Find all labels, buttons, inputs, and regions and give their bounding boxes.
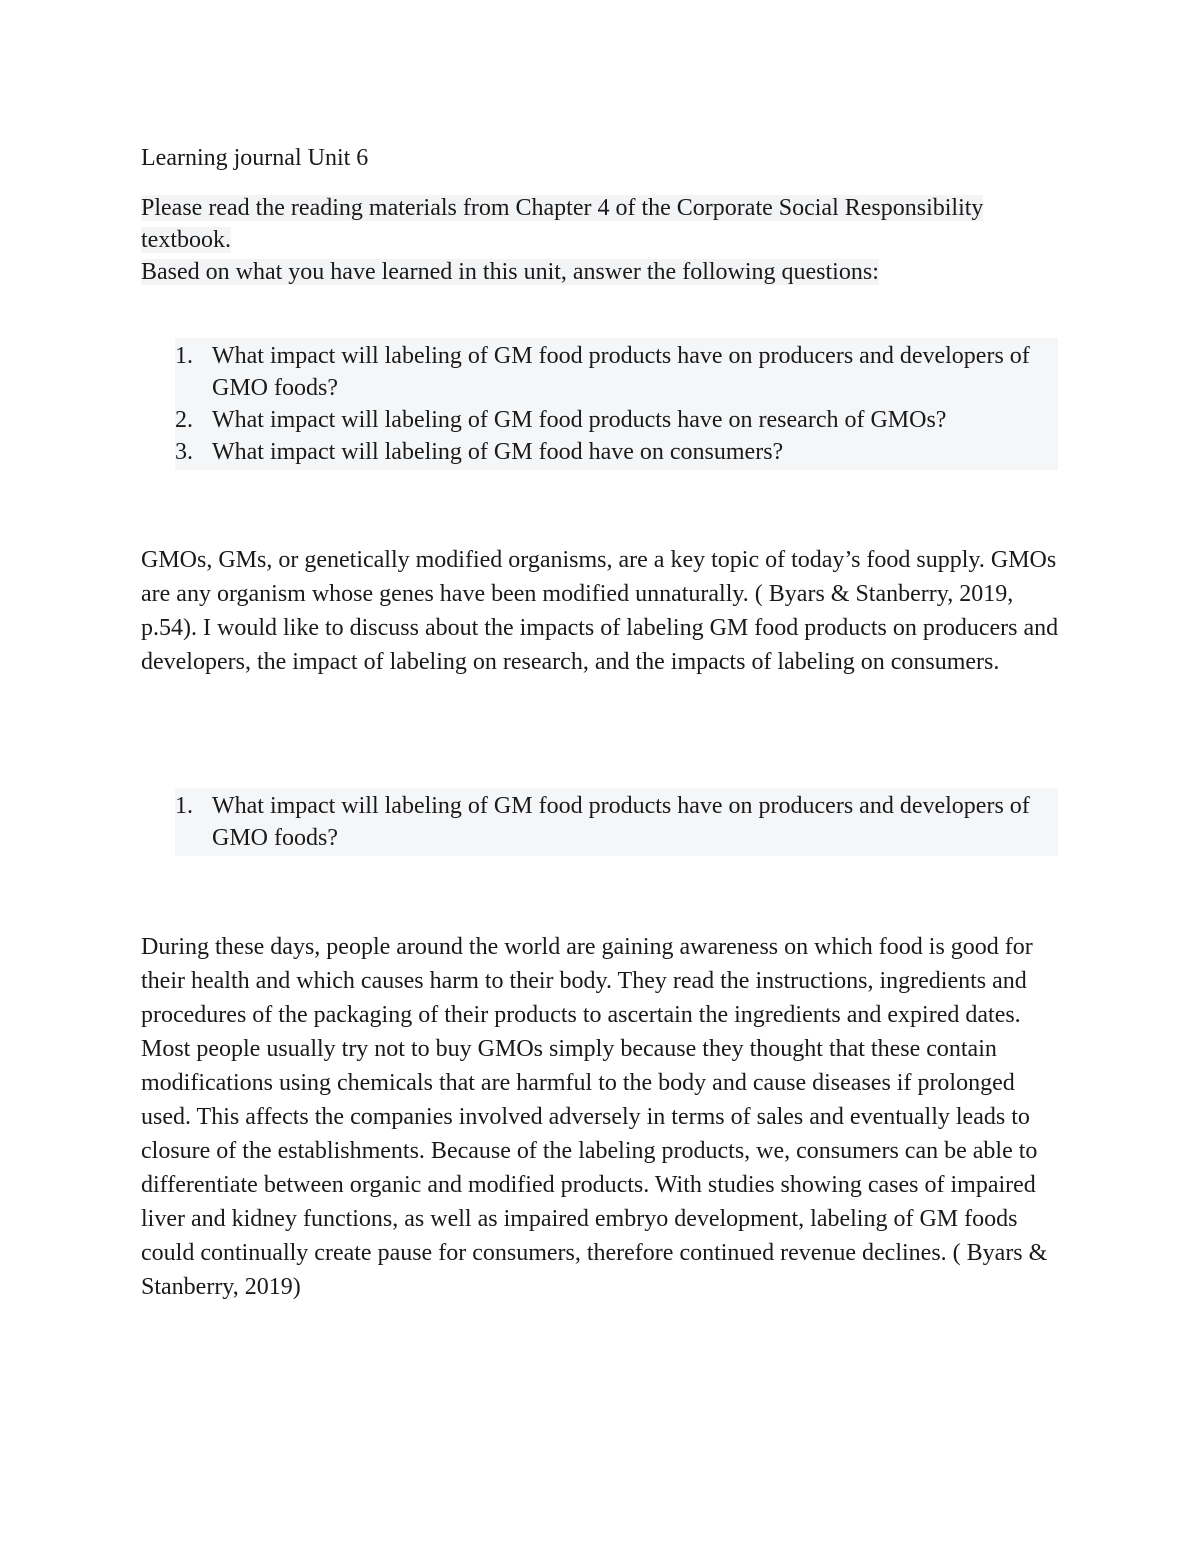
question-number: 1.: [175, 793, 193, 819]
section-question-list: [175, 788, 1058, 856]
question-text: What impact will labeling of GM food have on consumers?: [212, 439, 784, 465]
list-item: [175, 790, 1058, 854]
question-text: What impact will labeling of GM food products have on producers and developers of GMO foods?: [212, 793, 1030, 851]
instructions-line-2: Based on what you have learned in this unit, answer the following questions:: [141, 259, 879, 285]
question-text: What impact will labeling of GM food products have on producers and developers of GMO foods?: [212, 343, 1030, 401]
intro-paragraph: GMOs, GMs, or genetically modified organisms, are a key topic of today’s food supply. GMOs are any organism whose genes have been modified unnaturally. ( Byars & Stanberry, 2019, p.54). I would like to discuss about the impacts of labeling GM food products on producers and developers, the impact of labeling on research, and the impacts of labeling on consumers.: [141, 547, 1059, 675]
questions-list: [175, 338, 1058, 470]
question-number: 1.: [175, 343, 193, 369]
document-title: Learning journal Unit 6: [141, 145, 369, 171]
list-item: [175, 436, 1058, 468]
assignment-instructions: [141, 192, 1001, 288]
question-number: 2.: [175, 407, 193, 433]
list-item: [175, 404, 1058, 436]
instructions-line-1: Please read the reading materials from Chapter 4 of the Corporate Social Responsibility textbook.: [141, 195, 984, 253]
list-item: [175, 340, 1058, 404]
question-text: What impact will labeling of GM food products have on research of GMOs?: [212, 407, 947, 433]
question-number: 3.: [175, 439, 193, 465]
answer-paragraph: During these days, people around the world are gaining awareness on which food is good for their health and which causes harm to their body. They read the instructions, ingredients and procedures of the packaging of their products to ascertain the ingredients and expired dates. Most people usually try not to buy GMOs simply because they thought that these contain modifications using chemicals that are harmful to the body and cause diseases if prolonged used. This affects the companies involved adversely in terms of sales and eventually leads to closure of the establishments. Because of the labeling products, we, consumers can be able to differentiate between organic and modified products. With studies showing cases of impaired liver and kidney functions, as well as impaired embryo development, labeling of GM foods could continually create pause for consumers, therefore continued revenue declines. ( Byars & Stanberry, 2019): [141, 934, 1048, 1300]
